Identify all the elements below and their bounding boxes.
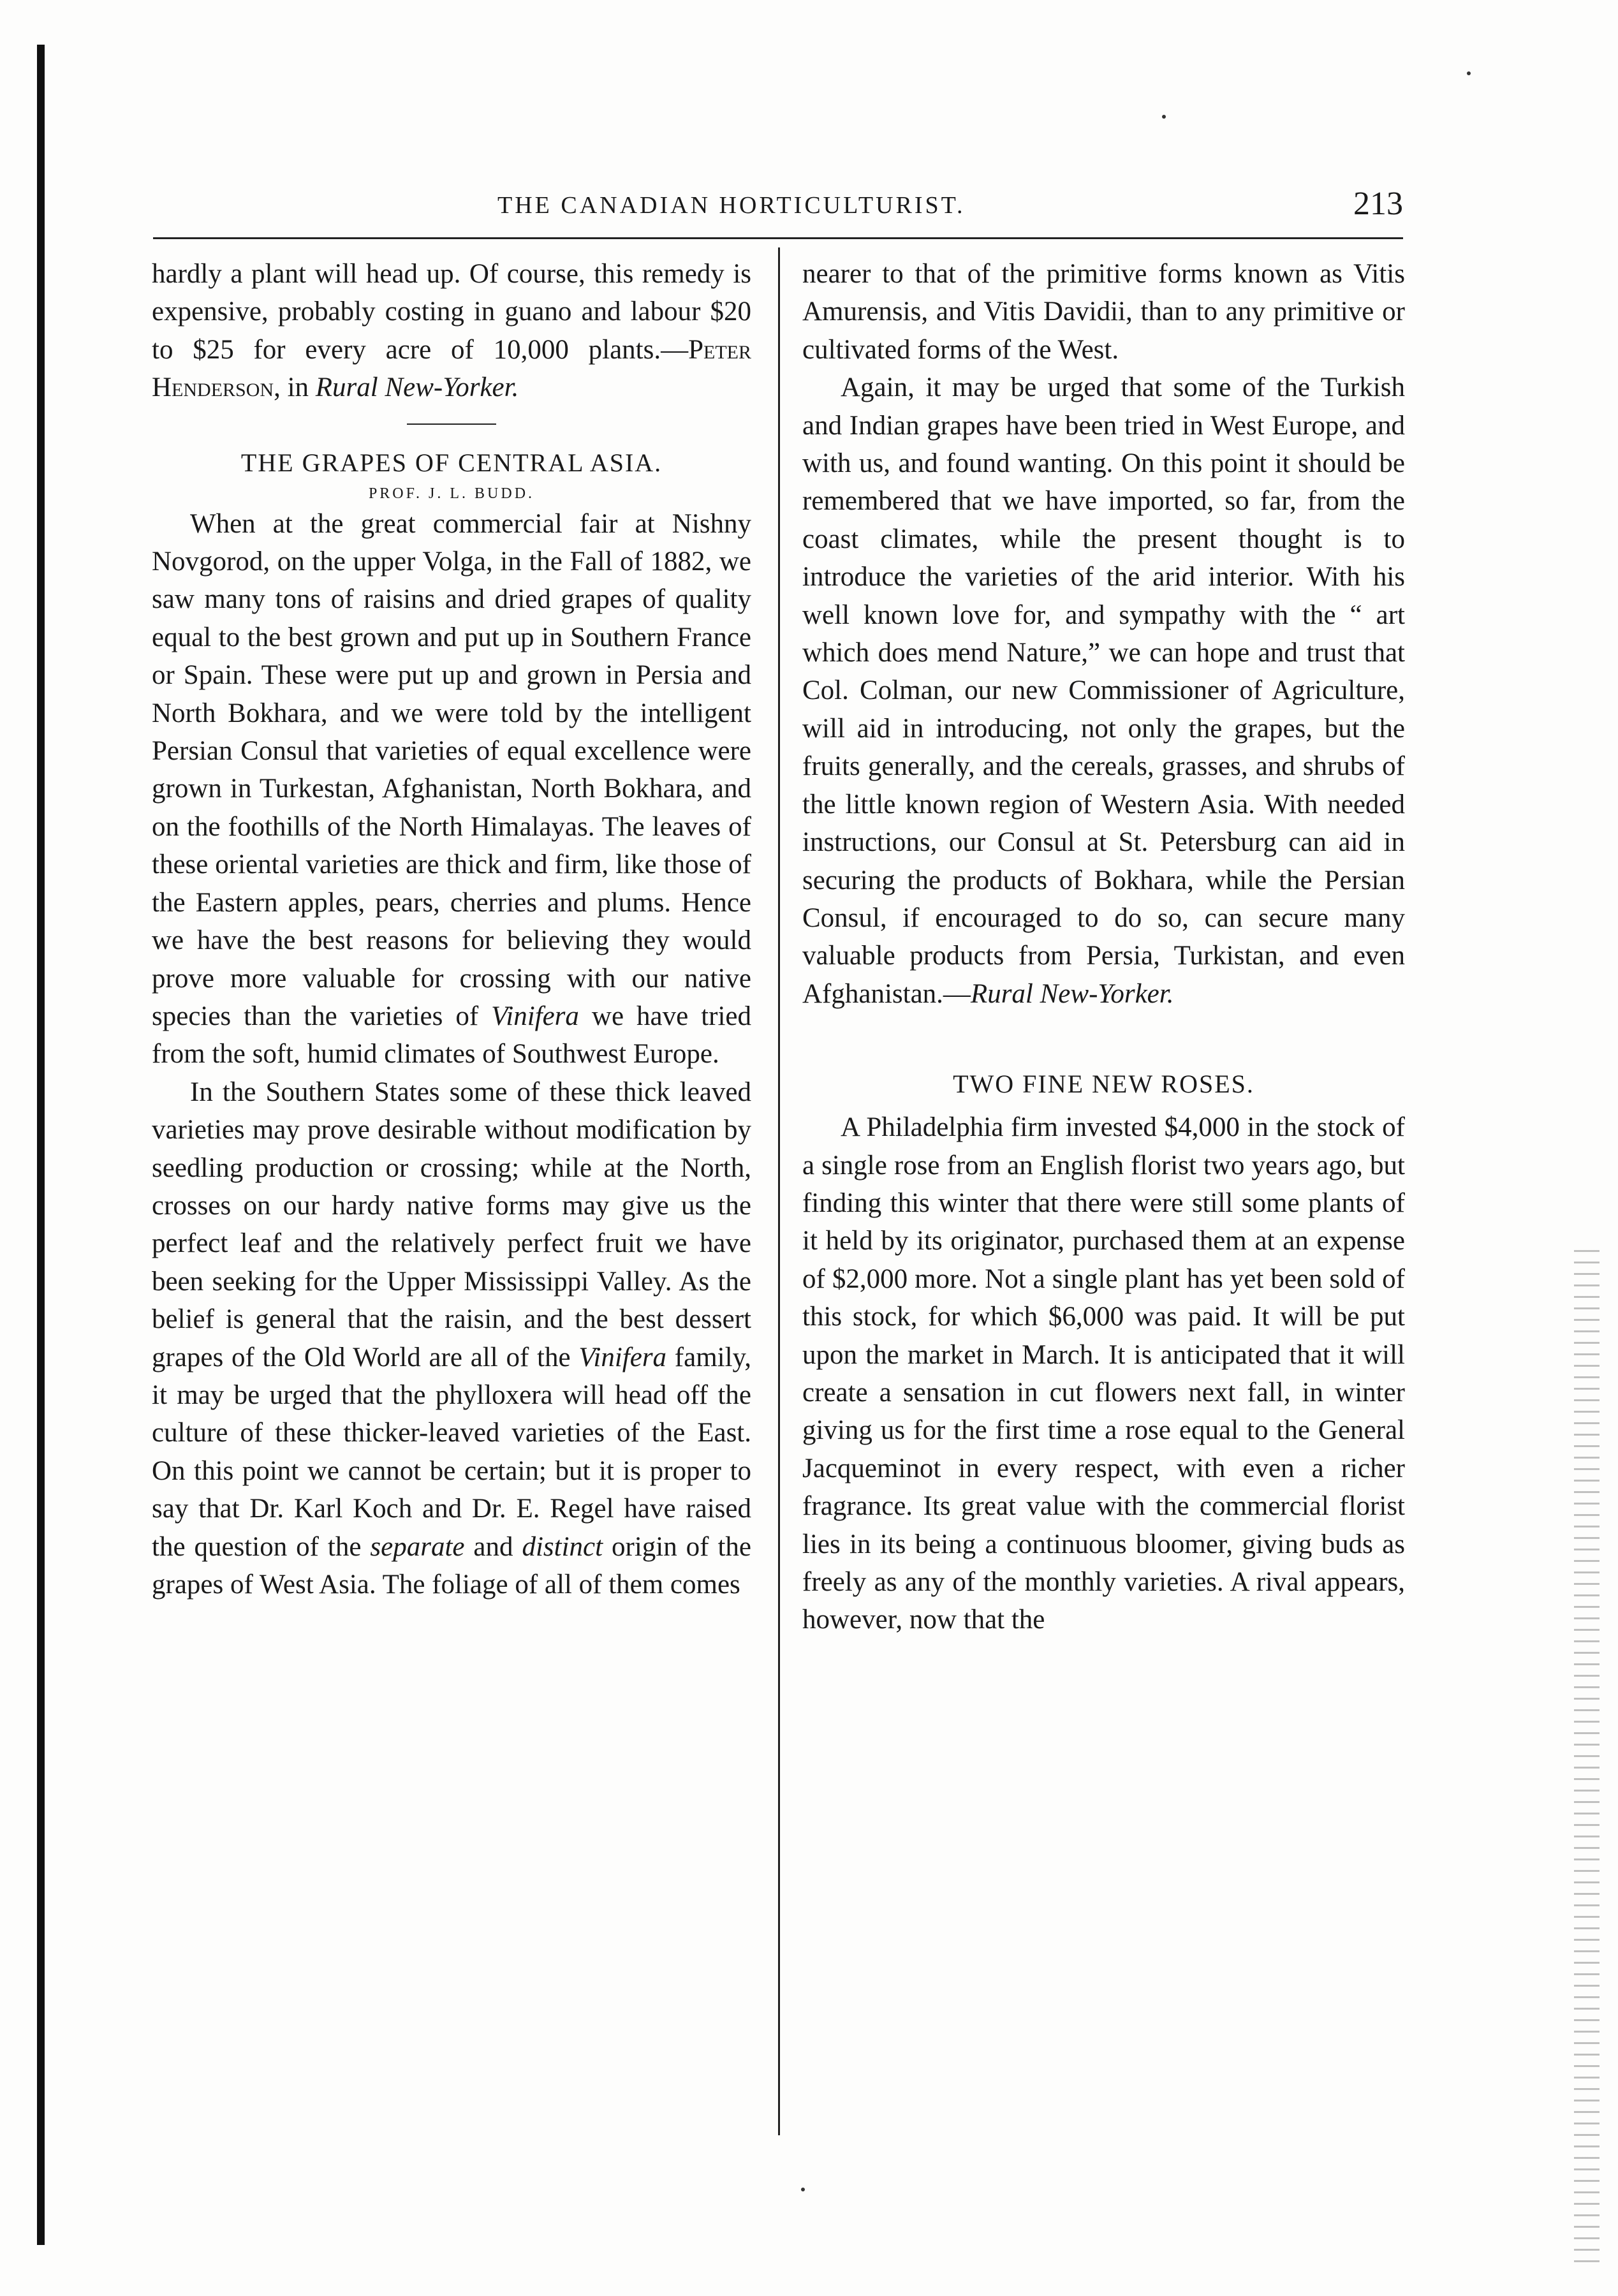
attribution-source: Rural New-Yorker. <box>315 372 519 403</box>
scan-speck <box>1467 71 1471 75</box>
article-paragraph: In the Southern States some of these thick leaved varieties may prove desirable without modification by seedling production or crossing; while at the North, crosses on our hardy native forms may give us the perfect leaf and the relatively perfect fruit we have been seeking for the Upper Mississippi Valley. As the belief is general that the raisin, and the best dessert grapes of the Old World are all of the Vinifera family, it may be urged that the phylloxera will head off the culture of these thicker-leaved varieties of the East. On this point we cannot be certain; but it is proper to say that Dr. Karl Koch and Dr. E. Regel have raised the question of the separate and distinct origin of the grapes of West Asia. The foliage of all of them comes <box>152 1077 752 1600</box>
header-rule <box>153 237 1403 239</box>
article-paragraph: When at the great commercial fair at Nishny Novgorod, on the upper Volga, in the Fall of 1882, we saw many tons of raisins and dried grapes of quality equal to the best grown and put up in Southern France or Spain. These were put up and grown in Persia and North Bokhara, and we were told by the intelligent Persian Consul that varieties of equal excellence were grown in Turkestan, Afghanistan, North Bokhara, and on the foothills of the North Himalayas. The leaves of these oriental varieties are thick and firm, like those of the Eastern apples, pears, cherries and plums. Hence we have the best reasons for believing they would prove more valuable for crossing with our native species than the varieties of Vinifera we have tried from the soft, humid climates of Southwest Europe. <box>152 508 751 1070</box>
scan-noise <box>1574 1250 1600 2270</box>
running-title: THE CANADIAN HORTICULTURIST. <box>497 192 966 219</box>
scan-speck <box>801 2188 805 2191</box>
section-rule <box>407 423 496 425</box>
attribution-author: Peter Henderson <box>152 334 751 403</box>
page-number: 213 <box>1353 186 1403 222</box>
article-title: TWO FINE NEW ROSES. <box>953 1070 1254 1099</box>
scan-speck <box>1162 115 1166 119</box>
running-head <box>153 186 1429 224</box>
column-divider <box>778 247 780 2135</box>
article-paragraph: A Philadelphia firm invested $4,000 in the stock of a single rose from an English florist two years ago, but finding this winter that there were still some plants of it held by its originator, purchased them at an expense of $2,000 more. Not a single plant has yet been sold of this stock, for which $6,000 was paid. It will be put upon the market in March. It is anticipated that it will create a sensation in cut flowers next fall, in winter giving us for the first time a rose equal to the General Jacqueminot in every respect, with even a richer fragrance. Its great value with the commercial florist lies in its being a continuous bloomer, giving buds as freely as any of the monthly varieties. A rival appears, however, now that the <box>802 1112 1405 1635</box>
section-spacer <box>1059 1038 1149 1040</box>
continuation-paragraph: hardly a plant will head up. Of course, this remedy is expensive, probably costing in guano and labour $20 to $25 for every acre of 10,000 plants.—Peter Henderson, in Rural New-Yorker. <box>152 259 751 403</box>
article-title: THE GRAPES OF CENTRAL ASIA. <box>240 448 663 477</box>
attribution-source: Rural New-Yorker. <box>970 978 1174 1009</box>
scan-edge-shadow <box>37 45 45 2245</box>
article-byline: PROF. J. L. BUDD. <box>368 485 535 502</box>
article-paragraph: Again, it may be urged that some of the Turkish and Indian grapes have been tried in West Europe, and with us, and found wanting. On this point it should be remembered that we have imported, so far, from the coast climates, while the present thought is to introduce the varieties of the arid interior. With his well known love for, and sympathy with the “ art which does mend Nature,” we can hope and trust that Col. Colman, our new Commissioner of Agriculture, will aid in introducing, not only the grapes, but the fruits generally, and the cereals, grasses, and shrubs of the little known region of Western Asia. With needed instructions, our Consul at St. Petersburg can aid in securing the products of Bokhara, while the Persian Consul, if encouraged to do so, can secure many valuable products from Persia, Turkistan, and even Afghanistan.—Rural New-Yorker. <box>802 372 1405 1009</box>
article-paragraph: nearer to that of the primitive forms known as Vitis Amurensis, and Vitis Davidii, than to any primitive or cultivated forms of the West. <box>802 259 1405 365</box>
right-column <box>802 255 1405 1639</box>
left-column <box>152 255 751 1603</box>
